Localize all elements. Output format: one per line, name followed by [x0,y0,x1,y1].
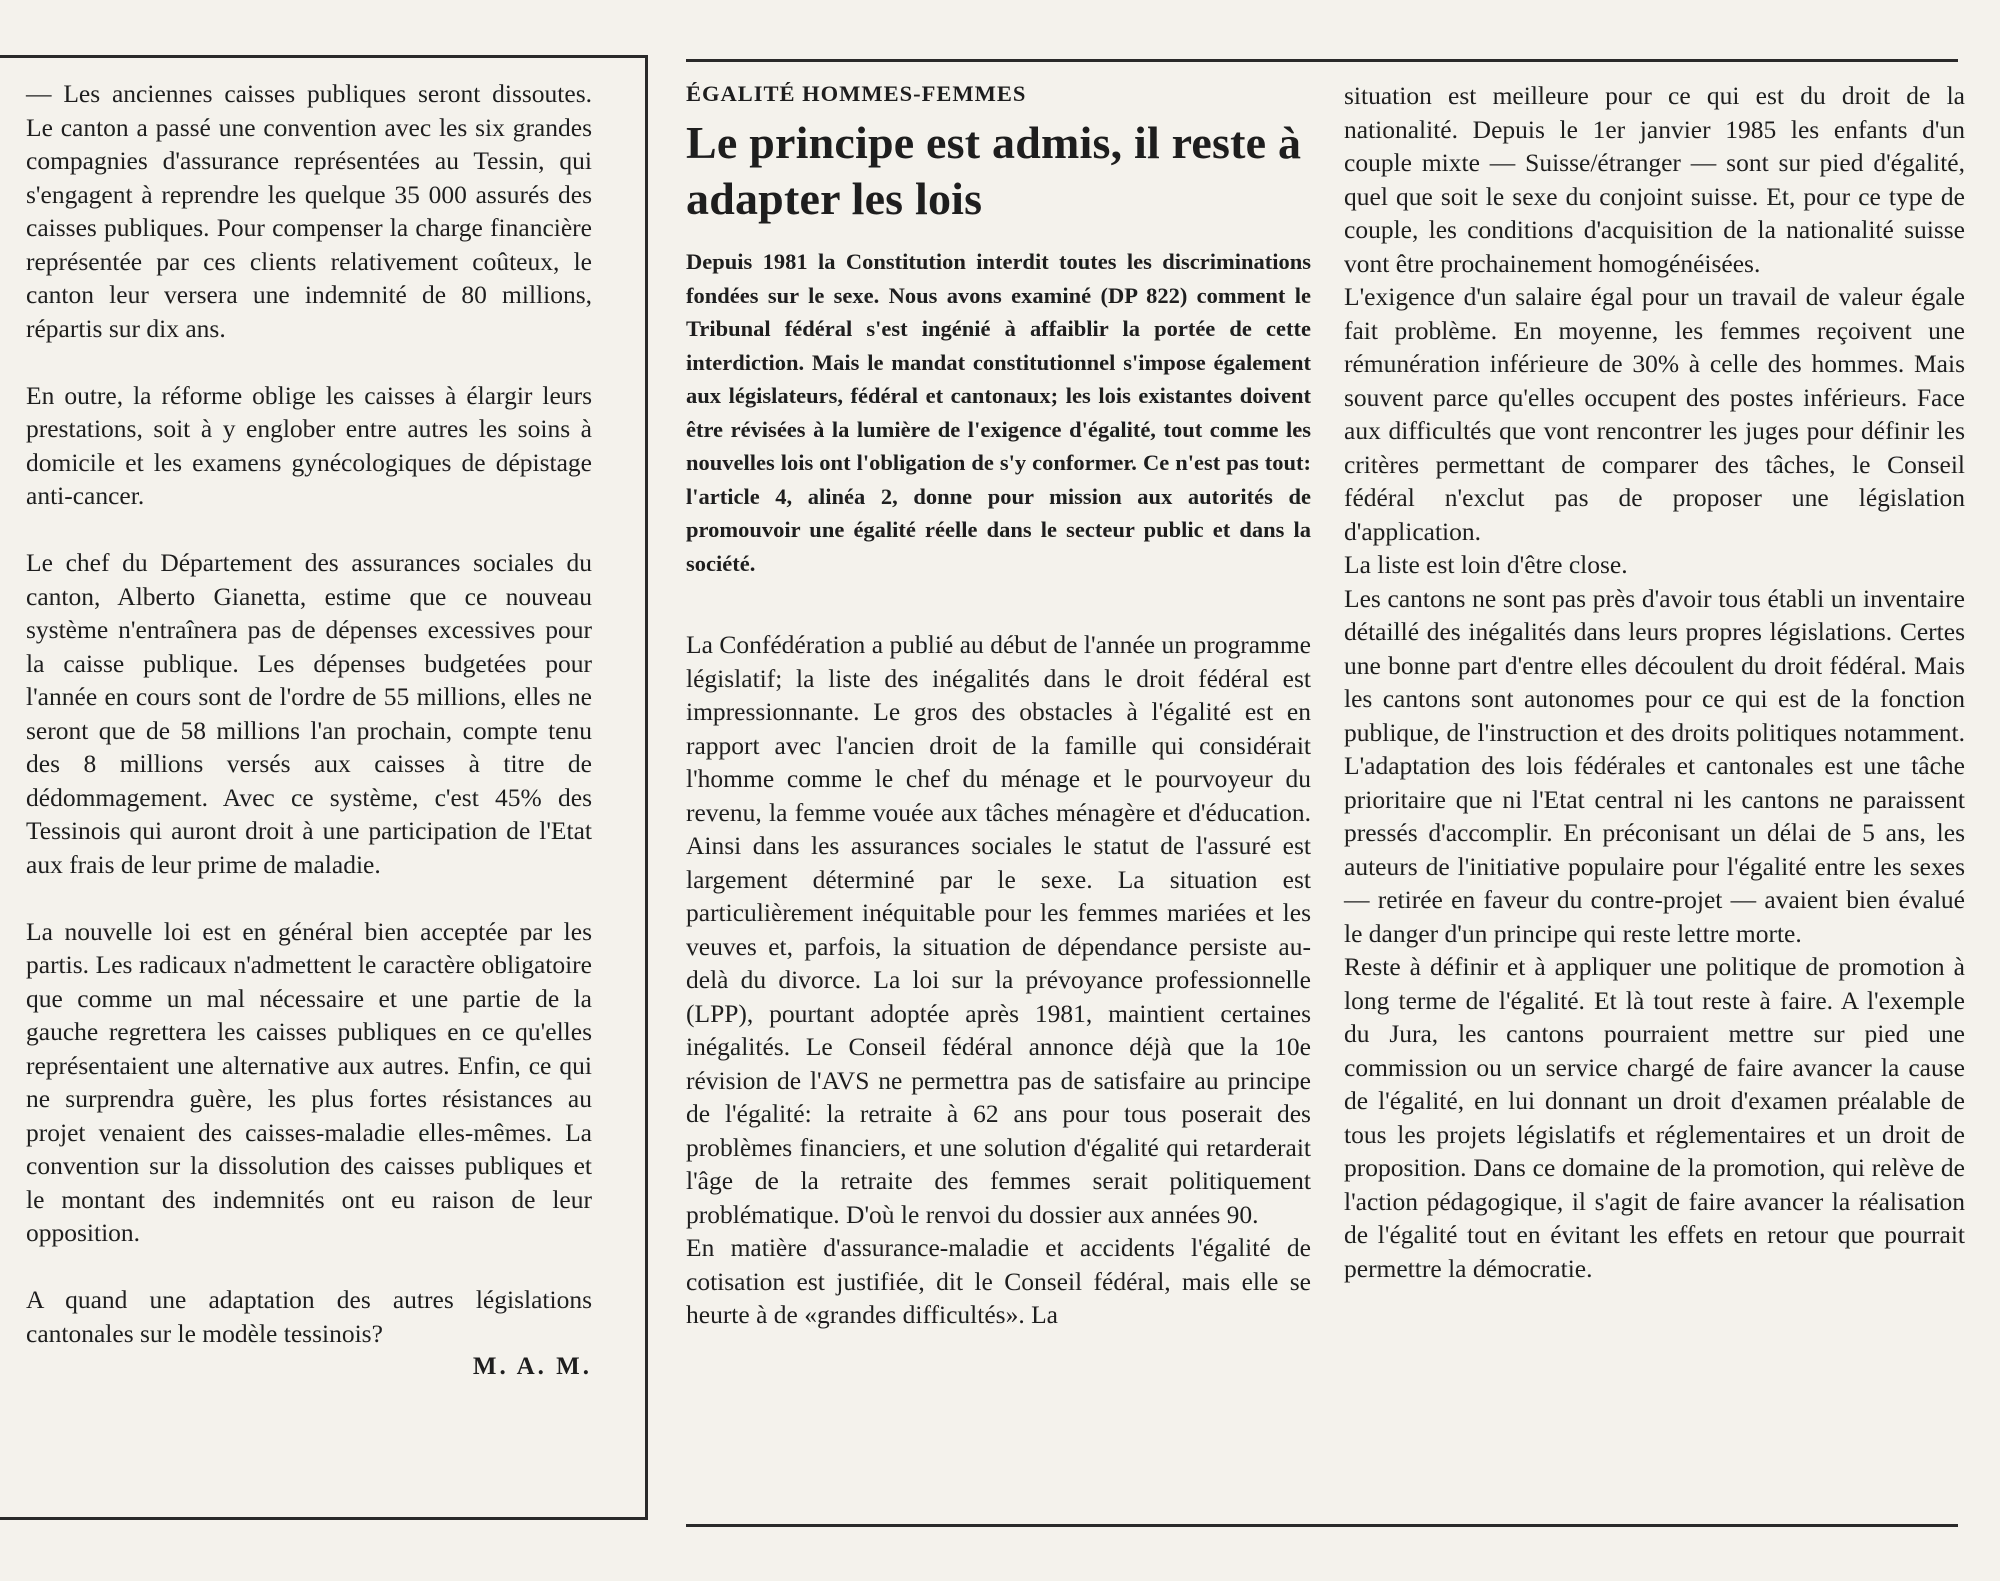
article-paragraph-2: En matière d'assurance-maladie et accidents l'égalité de cotisation est justifiée, dit le Conseil fédéral, mais elle se heurte à de «grandes difficultés». La [686,1233,1311,1329]
article-paragraph-1: La Confédération a publié au début de l'année un programme législatif; la liste des inégalités dans le droit fédéral est impressionnante. Le gros des obstacles à l'égalité est en rapport avec l'ancien droit de la famille qui considérait l'homme comme le chef du ménage et le pourvoyeur du revenu, la femme vouée aux tâches ménagère et d'éducation. Ainsi dans les assurances sociales le statut de l'assuré est largement déterminé par le sexe. La situation est particulièrement inéquitable pour les femmes mariées et les veuves et, parfois, la situation de dépendance persiste au-delà du divorce. La loi sur la prévoyance professionnelle (LPP), pourtant adoptée après 1981, maintient certaines inégalités. Le Conseil fédéral annonce déjà que la 10e révision de l'AVS ne permettra pas de satisfaire au principe de l'égalité: la retraite à 62 ans pour tous poserait des problèmes financiers, et une solution d'égalité qui retarderait l'âge de la retraite des femmes serait politiquement problématique. D'où le renvoi du dossier aux années 90. [686,630,1311,1229]
left-paragraph-4: La nouvelle loi est en général bien acceptée par les partis. Les radicaux n'admettent le caractère obligatoire que comme un mal nécessaire et une partie de la gauche regrettera les caisses publiques en ce qu'elles représentaient une alternative aux autres. Enfin, ce qui ne surprendra guère, les plus fortes résistances au projet venaient des caisses-maladie elles-mêmes. La convention sur la dissolution des caisses publiques et le montant des indemnités ont eu raison de leur opposition. [26,916,592,1247]
left-paragraph-5: A quand une adaptation des autres législations cantonales sur le modèle tessinois? [26,1285,592,1348]
left-paragraph-3: Le chef du Département des assurances sociales du canton, Alberto Gianetta, estime que ce nouveau système n'entraînera pas de dépenses excessives pour la caisse publique. Les dépenses budgetées pour l'année en cours sont de l'ordre de 55 millions, elles ne seront que de 58 millions l'an prochain, compte tenu des 8 millions versés aux caisses à titre de dédommagement. Avec ce système, c'est 45% des Tessinois qui auront droit à une participation de l'Etat aux frais de leur prime de maladie. [26,548,592,879]
article-right-paragraph-3: La liste est loin d'être close. [1344,550,1628,579]
top-rule [686,59,1958,62]
article-kicker: ÉGALITÉ HOMMES-FEMMES [686,81,1027,106]
article-right-paragraph-2: L'exigence d'un salaire égal pour un travail de valeur égale fait problème. En moyenne, les femmes reçoivent une rémunération inférieure de 30% à celle des hommes. Mais souvent parce qu'elles occupent des postes inférieurs. Face aux difficultés que vont rencontrer les juges pour définir les critères permettant de comparer des tâches, le Conseil fédéral n'exclut pas de proposer une législation d'application. [1344,282,1965,546]
article-middle-column [686,79,1311,1332]
article-headline: Le principe est admis, il reste à adapter les lois [686,117,1302,224]
left-article-column [26,77,592,1383]
article-right-paragraph-5: Reste à définir et à appliquer une politique de promotion à long terme de l'égalité. Et là tout reste à faire. A l'exemple du Jura, les cantons pourraient mettre sur pied une commission ou un service chargé de faire avancer la cause de l'égalité, en lui donnant un droit d'examen préalable de tous les projets législatifs et réglementaires et un droit de proposition. Dans ce domaine de la promotion, qui relève de l'action pédagogique, il s'agit de faire avancer la réalisation de l'égalité tout en évitant les effets en retour que pourrait permettre la démocratie. [1344,952,1965,1283]
article-lead: Depuis 1981 la Constitution interdit toutes les discriminations fondées sur le sexe. Nous avons examiné (DP 822) comment le Tribunal fédéral s'est ingénié à affaiblir la portée de cette interdiction. Mais le mandat constitutionnel s'impose également aux législateurs, fédéral et cantonaux; les lois existantes doivent être révisées à la lumière de l'exigence d'égalité, tout comme les nouvelles lois ont l'obligation de s'y conformer. Ce n'est pas tout: l'article 4, alinéa 2, donne pour mission aux autorités de promouvoir une égalité réelle dans le secteur public et dans la société. [686,249,1311,576]
article-right-paragraph-4: Les cantons ne sont pas près d'avoir tous établi un inventaire détaillé des inégalités dans leurs propres législations. Certes une bonne part d'entre elles découlent du droit fédéral. Mais les cantons sont autonomes pour ce qui est de la fonction publique, de l'instruction et des droits politiques notamment. L'adaptation des lois fédérales et cantonales est une tâche prioritaire que ni l'Etat central ni les cantons ne paraissent pressés d'accomplir. En préconisant un délai de 5 ans, les auteurs de l'initiative populaire pour l'égalité entre les sexes — retirée en faveur du contre-projet — avaient bien évalué le danger d'un principe qui reste lettre morte. [1344,583,1965,948]
left-paragraph-1: — Les anciennes caisses publiques seront dissoutes. Le canton a passé une convention avec les six grandes compagnies d'assurance représentées au Tessin, qui s'engagent à reprendre les quelque 35 000 assurés des caisses publiques. Pour compenser la charge financière représentée par ces clients relativement coûteux, le canton leur versera une indemnité de 80 millions, répartis sur dix ans. [26,79,592,343]
article-right-column [1344,79,1965,1285]
bottom-rule [686,1524,1958,1527]
author-signature: M. A. M. [472,1353,592,1380]
article-right-paragraph-1: situation est meilleure pour ce qui est du droit de la nationalité. Depuis le 1er janvier 1985 les enfants d'un couple mixte — Suisse/étranger — sont sur pied d'égalité, quel que soit le sexe du conjoint suisse. Et, pour ce type de couple, les conditions d'acquisition de la nationalité suisse vont être prochainement homogénéisées. [1344,81,1965,278]
left-paragraph-2: En outre, la réforme oblige les caisses à élargir leurs prestations, soit à y englober entre autres les soins à domicile et les examens gynécologiques de dépistage anti-cancer. [26,380,592,510]
